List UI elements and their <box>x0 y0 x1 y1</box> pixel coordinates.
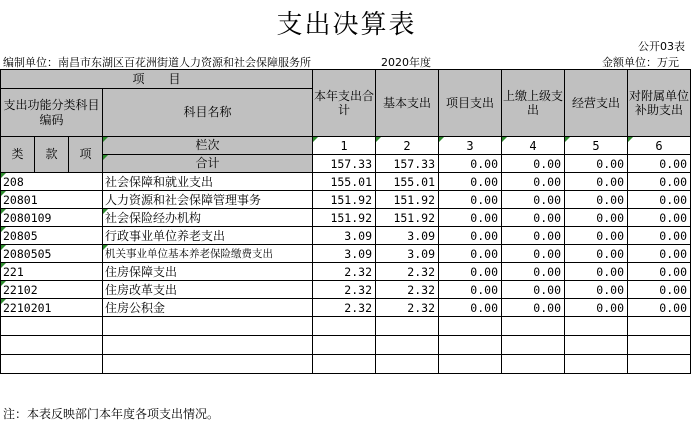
column-index-label: 栏次 <box>103 137 313 155</box>
row-code: 221 <box>1 263 103 281</box>
table-row <box>1 281 691 299</box>
total-cell: 157.33 <box>376 155 439 173</box>
row-value: 0.00 <box>439 263 502 281</box>
table-row <box>1 173 691 191</box>
footnote: 注：本表反映部门本年度各项支出情况。 <box>3 407 220 421</box>
row-value: 0.00 <box>502 173 565 191</box>
row-code: 20801 <box>1 191 103 209</box>
row-value: 0.00 <box>565 245 628 263</box>
table-row <box>1 209 691 227</box>
row-value: 0.00 <box>628 173 691 191</box>
row-value: 0.00 <box>628 299 691 317</box>
currency-unit: 金额单位：万元 <box>602 56 679 69</box>
table-row <box>1 227 691 245</box>
compiling-unit: 编制单位：南昌市东湖区百花洲街道人力资源和社会保障服务所 <box>3 56 311 69</box>
row-name: 人力资源和社会保障管理事务 <box>103 191 313 209</box>
row-value: 3.09 <box>313 245 376 263</box>
row-value: 0.00 <box>628 209 691 227</box>
table-title: 支出决算表 <box>276 10 417 40</box>
row-name: 行政事业单位养老支出 <box>103 227 313 245</box>
kuan-header: 款 <box>35 137 69 173</box>
row-value: 0.00 <box>502 245 565 263</box>
col-header-upper: 上缴上级支出 <box>502 70 565 137</box>
row-value: 151.92 <box>313 191 376 209</box>
row-code: 20805 <box>1 227 103 245</box>
row-code: 208 <box>1 173 103 191</box>
row-value: 0.00 <box>439 209 502 227</box>
row-value: 151.92 <box>376 209 439 227</box>
row-value: 0.00 <box>565 281 628 299</box>
row-value: 0.00 <box>565 209 628 227</box>
row-value: 0.00 <box>502 263 565 281</box>
row-value: 0.00 <box>628 281 691 299</box>
row-value: 0.00 <box>439 227 502 245</box>
col-number: 4 <box>502 137 565 155</box>
row-value: 0.00 <box>439 173 502 191</box>
row-code: 2080505 <box>1 245 103 263</box>
row-value: 0.00 <box>502 227 565 245</box>
row-value: 0.00 <box>502 191 565 209</box>
subject-name-header: 科目名称 <box>103 89 313 137</box>
col-header-project: 项目支出 <box>439 70 502 137</box>
expenditure-table <box>0 69 691 374</box>
row-name: 机关事业单位基本养老保险缴费支出 <box>103 245 313 263</box>
fiscal-year: 2020年度 <box>381 56 431 69</box>
row-name: 社会保障和就业支出 <box>103 173 313 191</box>
table-row <box>1 245 691 263</box>
form-code: 公开03表 <box>638 40 685 53</box>
row-value: 3.09 <box>376 245 439 263</box>
row-value: 3.09 <box>376 227 439 245</box>
empty-row <box>1 355 691 374</box>
row-value: 0.00 <box>628 191 691 209</box>
row-value: 0.00 <box>565 173 628 191</box>
row-value: 0.00 <box>439 281 502 299</box>
row-name: 住房改革支出 <box>103 281 313 299</box>
row-code: 22102 <box>1 281 103 299</box>
row-value: 0.00 <box>439 299 502 317</box>
row-value: 0.00 <box>439 191 502 209</box>
row-value: 0.00 <box>628 245 691 263</box>
empty-row <box>1 317 691 336</box>
row-value: 2.32 <box>376 299 439 317</box>
row-value: 2.32 <box>376 263 439 281</box>
total-label: 合计 <box>103 155 313 173</box>
row-name: 住房保障支出 <box>103 263 313 281</box>
row-value: 0.00 <box>439 245 502 263</box>
table-row <box>1 263 691 281</box>
row-value: 0.00 <box>502 281 565 299</box>
row-code: 2210201 <box>1 299 103 317</box>
row-value: 151.92 <box>313 209 376 227</box>
row-value: 2.32 <box>313 263 376 281</box>
row-value: 0.00 <box>628 263 691 281</box>
row-value: 0.00 <box>565 227 628 245</box>
col-header-basic: 基本支出 <box>376 70 439 137</box>
col-header-subsidiary: 对附属单位补助支出 <box>628 70 691 137</box>
xiang-header: 项 <box>69 137 103 173</box>
row-value: 0.00 <box>502 299 565 317</box>
lei-header: 类 <box>1 137 35 173</box>
row-value: 2.32 <box>313 299 376 317</box>
row-value: 0.00 <box>565 299 628 317</box>
total-cell: 0.00 <box>502 155 565 173</box>
col-header-total: 本年支出合计 <box>313 70 376 137</box>
row-value: 3.09 <box>313 227 376 245</box>
row-value: 155.01 <box>313 173 376 191</box>
col-number: 5 <box>565 137 628 155</box>
total-cell: 0.00 <box>628 155 691 173</box>
col-number: 2 <box>376 137 439 155</box>
row-value: 151.92 <box>376 191 439 209</box>
empty-row <box>1 336 691 355</box>
row-value: 0.00 <box>502 209 565 227</box>
total-cell: 0.00 <box>439 155 502 173</box>
total-cell: 0.00 <box>565 155 628 173</box>
row-value: 0.00 <box>628 227 691 245</box>
row-value: 0.00 <box>565 263 628 281</box>
col-number: 3 <box>439 137 502 155</box>
row-value: 2.32 <box>376 281 439 299</box>
item-header: 项 目 <box>1 70 313 89</box>
func-code-header: 支出功能分类科目编码 <box>1 89 103 137</box>
row-name: 住房公积金 <box>103 299 313 317</box>
row-code: 2080109 <box>1 209 103 227</box>
table-row <box>1 191 691 209</box>
row-value: 2.32 <box>313 281 376 299</box>
table-row <box>1 299 691 317</box>
total-cell: 157.33 <box>313 155 376 173</box>
row-value: 0.00 <box>565 191 628 209</box>
row-value: 155.01 <box>376 173 439 191</box>
col-number: 1 <box>313 137 376 155</box>
col-header-operating: 经营支出 <box>565 70 628 137</box>
col-number: 6 <box>628 137 691 155</box>
row-name: 社会保险经办机构 <box>103 209 313 227</box>
